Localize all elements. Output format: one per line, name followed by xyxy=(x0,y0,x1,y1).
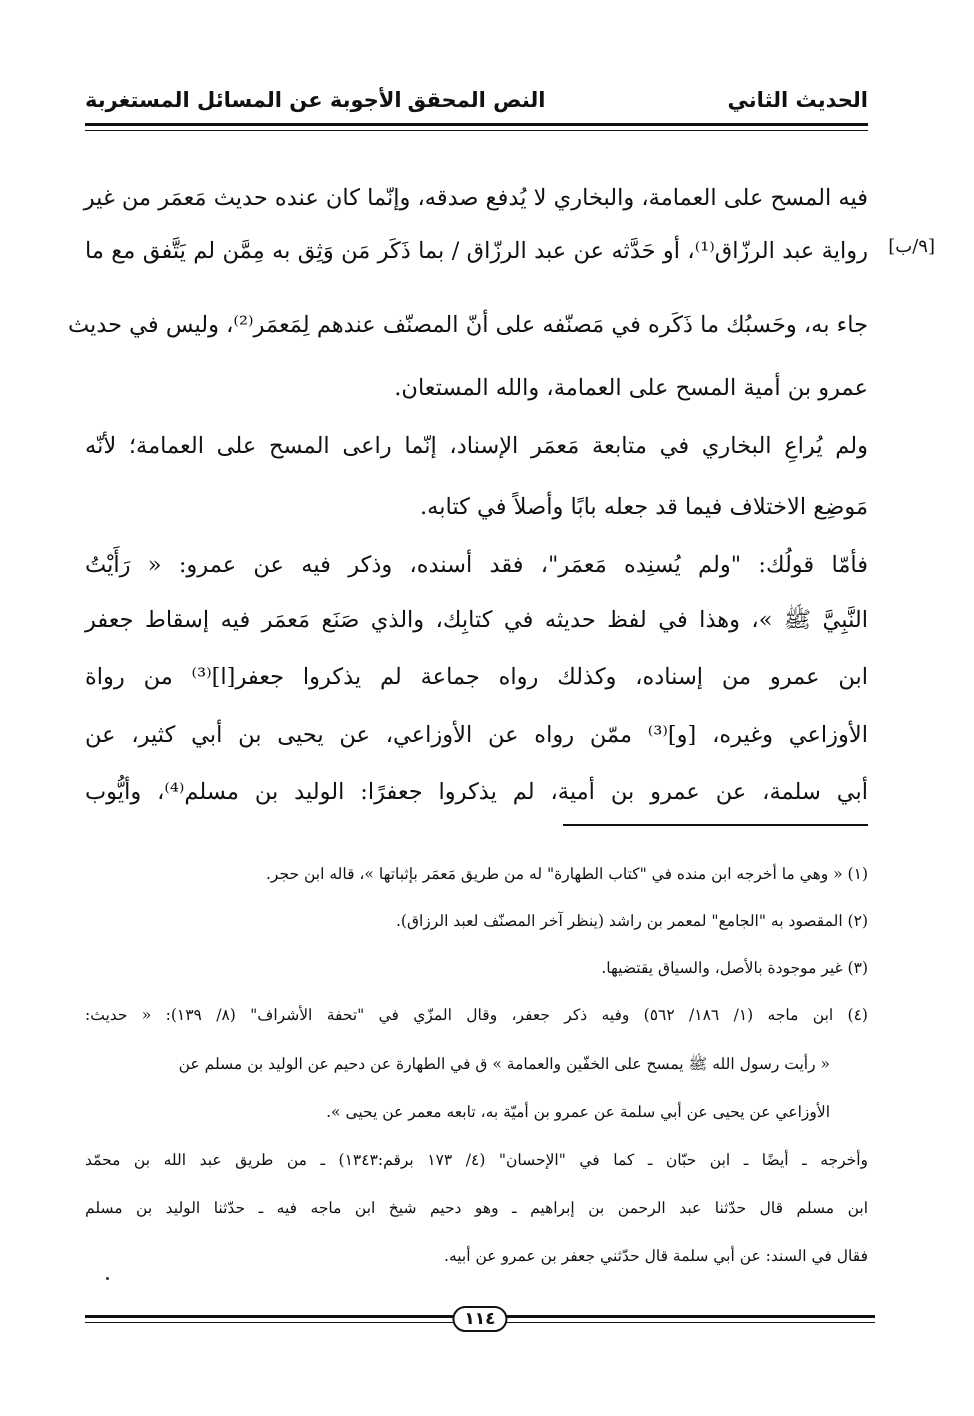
footnote-4-continued: الأوزاعي عن يحيى عن أبي سلمة عن عمرو بن أميّة به، تابعه معمر عن يحيى ». xyxy=(326,1103,830,1121)
header-rule-thin xyxy=(85,130,868,131)
header-rule-thick xyxy=(85,123,868,126)
header-book-title: الأجوبة عن المسائل المستغربة xyxy=(85,88,402,112)
footnote-separator xyxy=(563,824,868,826)
running-header xyxy=(85,78,868,122)
footnote-1: (١) « وهي ما أخرجه ابن منده في "كتاب الطهارة" له من طريق مَعمَر بإثباتها »، قاله ابن حجر. xyxy=(266,865,868,883)
body-line: عمرو بن أمية المسح على العمامة، والله المستعان. xyxy=(394,375,868,401)
body-line: فيه المسح على العمامة، والبخاري لا يُدفع صدقه، وإنّما كان عنده حديث مَعمَر من غير xyxy=(83,185,868,211)
footnote-2: (٢) المقصود به "الجامع" لمعمر بن راشد (ينظر آخر المصنّف لعبد الرزاق). xyxy=(396,912,868,930)
footer-rules xyxy=(85,1306,875,1332)
body-line: جاء به، وحَسبُك ما ذَكَره في مَصنّفه على أنّ المصنّف عندهم لِمَعمَر⁽²⁾، وليس في حديث xyxy=(67,312,868,338)
footnote-3: (٣) غير موجودة بالأصل، والسياق يقتضيها. xyxy=(601,959,868,977)
body-line: ولم يُراعِ البخاري في متابعة مَعمَر الإسناد، إنّما راعى المسح على العمامة؛ لأنّه xyxy=(85,433,868,459)
margin-folio-note: [٩/ب] xyxy=(888,236,935,257)
body-line: أبي سلمة، عن عمرو بن أمية، لم يذكروا جعفرًا: الوليد بن مسلم⁽⁴⁾، وأيُّوب xyxy=(85,779,868,805)
body-line: فأمّا قولُك: "ولم يُسنِده مَعمَر"، فقد أسنده، وذكر فيه عن عمرو: « رَأَيْتُ xyxy=(85,552,868,578)
footnote-4-continued: فقال في السند: عن أبي سلمة قال حدّثني جعفر بن عمرو عن أبيه. xyxy=(444,1247,868,1265)
footnote-4-continued: ابن مسلم قال حدّثنا عبد الرحمن بن إبراهيم ـ وهو دحيم شيخ ابن ماجه فيه ـ حدّثنا الوليد بن مسلم xyxy=(85,1199,868,1217)
body-line: الأوزاعي وغيره، [و]⁽³⁾ ممّن رواه عن الأوزاعي، عن يحيى بن أبي كثير، عن xyxy=(85,722,868,748)
stray-mark xyxy=(106,1277,109,1280)
body-line: مَوضِع الاختلاف فيما قد جعله بابًا وأصلاً في كتابه. xyxy=(420,494,868,520)
footnote-4: (٤) ابن ماجه (١/ ١٨٦/ ٥٦٢) وفيه ذكر جعفر، وقال المزّي في "تحفة الأشراف" (٨/ ١٣٩): « حديث: xyxy=(85,1006,868,1024)
footnote-4-continued: وأخرجه ـ أيضًا ـ ابن حبّان ـ كما في "الإحسان" (٤/ ١٧٣ برقم:١٣٤٣) ـ من طريق عبد الله بن محمّد xyxy=(85,1151,869,1169)
header-chapter-title: الحديث الثاني xyxy=(727,88,868,112)
page-number: ١١٤ xyxy=(452,1306,507,1332)
footnote-4-continued: « رأيت رسول الله ﷺ يمسح على الخفّين والعمامة » ق في الطهارة عن دحيم عن الوليد بن مسلم عن xyxy=(178,1055,830,1073)
body-line: رواية عبد الرزّاق⁽¹⁾، أو حَدَّثه عن عبد الرزّاق / بما ذَكَر مَن وَثِق به مِمَّن لم يَتَّفق مع ما xyxy=(85,238,868,264)
body-line: النَّبِيَّ ﷺ »، وهذا في لفظ حديثه في كتابِك، والذي صَنَع مَعمَر فيه إسقاط جعفر xyxy=(85,607,868,633)
header-section-title: النص المحقق xyxy=(407,88,546,112)
body-line: ابن عمرو من إسناده، وكذلك رواه جماعة لم يذكروا جعفر[ا]⁽³⁾ من رواة xyxy=(85,664,869,690)
